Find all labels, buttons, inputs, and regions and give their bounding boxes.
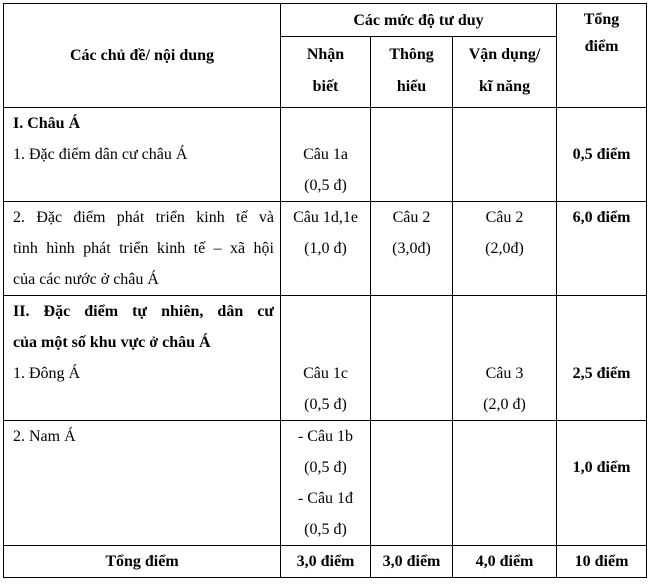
topic-cell: [4, 296, 281, 421]
cell-line: (0,5 đ): [304, 459, 347, 476]
header-nhan-biet-line2: biết: [312, 78, 339, 95]
spacer: [281, 296, 370, 358]
nhan-biet-cell: [281, 296, 371, 421]
spacer: [557, 296, 646, 358]
cell-line: Câu 3: [485, 365, 524, 382]
header-van-dung-line2: kĩ năng: [478, 78, 531, 95]
topic-line: 1. Đặc điểm dân cư châu Á: [13, 146, 188, 163]
header-thong-hieu: [371, 37, 453, 108]
topic-line: 2. Nam Á: [13, 428, 76, 445]
topic-cell: [4, 202, 281, 296]
van-dung-cell: [453, 421, 557, 546]
thong-hieu-cell: [371, 296, 453, 421]
footer-nhan-biet: 3,0 điểm: [281, 546, 371, 578]
topic-cell: [4, 108, 281, 202]
header-levels: Các mức độ tư duy: [281, 4, 557, 37]
cell-line: 2,5 điểm: [572, 365, 631, 382]
van-dung-cell: [453, 108, 557, 202]
cell-line: Câu 2: [392, 209, 431, 226]
cell-line: 0,5 điểm: [572, 146, 631, 163]
assessment-matrix-table: [3, 3, 647, 578]
topic-line: của một số khu vực ở châu Á: [13, 334, 211, 351]
spacer: [557, 421, 646, 452]
header-total-line1: Tổng: [583, 11, 620, 28]
header-van-dung-line1: Vận dụng/: [468, 46, 541, 63]
cell-line: (2,0 đ): [483, 396, 526, 413]
topic-line: II. Đặc điểm tự nhiên, dân cư: [13, 303, 274, 320]
header-nhan-biet-line1: Nhận: [306, 46, 345, 63]
tong-diem-cell: [557, 108, 647, 202]
spacer: [281, 108, 370, 139]
cell-line: (0,5 đ): [304, 396, 347, 413]
footer-van-dung: 4,0 điểm: [453, 546, 557, 578]
header-thong-hieu-line1: Thông: [389, 46, 434, 63]
cell-line: Câu 2: [485, 209, 524, 226]
cell-line: (1,0 đ): [304, 240, 347, 257]
header-thong-hieu-line2: hiểu: [396, 78, 427, 95]
header-topic: Các chủ đề/ nội dung: [4, 4, 281, 108]
cell-line: Câu 1a: [303, 146, 348, 163]
tong-diem-cell: [557, 296, 647, 421]
spacer: [557, 108, 646, 139]
thong-hieu-cell: [371, 108, 453, 202]
cell-line: - Câu 1đ: [297, 490, 354, 507]
footer-tong: 10 điểm: [557, 546, 647, 578]
tong-diem-cell: [557, 421, 647, 546]
header-total-line2: điểm: [584, 38, 619, 55]
thong-hieu-cell: [371, 421, 453, 546]
topic-line: I. Châu Á: [13, 115, 81, 132]
cell-line: (3,0đ): [392, 240, 431, 257]
spacer: [453, 296, 556, 358]
topic-line: của các nước ở châu Á: [13, 271, 159, 288]
header-total: [557, 4, 647, 108]
topic-line: 1. Đông Á: [13, 365, 81, 382]
nhan-biet-cell: [281, 421, 371, 546]
cell-line: (0,5 đ): [304, 521, 347, 538]
nhan-biet-cell: [281, 108, 371, 202]
van-dung-cell: [453, 296, 557, 421]
header-van-dung: [453, 37, 557, 108]
footer-label: Tổng điểm: [4, 546, 281, 578]
thong-hieu-cell: [371, 202, 453, 296]
van-dung-cell: [453, 202, 557, 296]
topic-line: tình hình phát triển kinh tế – xã hội: [13, 240, 274, 257]
nhan-biet-cell: [281, 202, 371, 296]
cell-line: (2,0đ): [485, 240, 524, 257]
header-nhan-biet: [281, 37, 371, 108]
topic-line: 2. Đặc điểm phát triển kinh tế và: [13, 209, 274, 226]
cell-line: Câu 1d,1e: [293, 209, 358, 226]
cell-line: (0,5 đ): [304, 177, 347, 194]
cell-line: 1,0 điểm: [572, 459, 631, 476]
footer-thong-hieu: 3,0 điểm: [371, 546, 453, 578]
cell-line: 6,0 điểm: [572, 209, 631, 226]
cell-line: Câu 1c: [303, 365, 348, 382]
cell-line: - Câu 1b: [297, 428, 354, 445]
topic-cell: [4, 421, 281, 546]
tong-diem-cell: [557, 202, 647, 296]
